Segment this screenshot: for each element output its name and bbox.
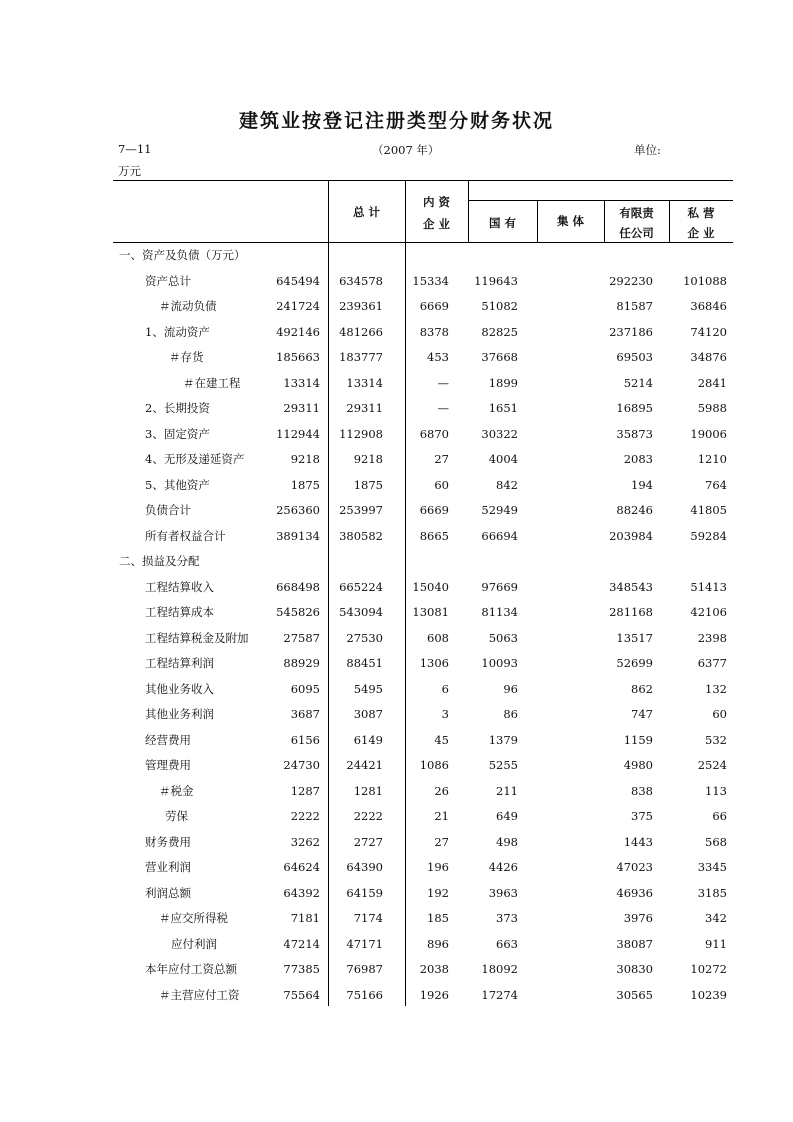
table-row: [113, 498, 733, 524]
header-collective: 集 体: [556, 214, 584, 228]
table-body: [113, 243, 733, 1008]
cell-value: 6156: [290, 732, 320, 747]
cell-value: 5063: [488, 630, 518, 645]
cell-value: 75564: [283, 987, 320, 1002]
cell-value: 27: [434, 452, 449, 466]
cell-value: 59284: [690, 528, 727, 543]
cell-value: 4980: [623, 758, 653, 772]
cell-value: 60: [712, 707, 727, 721]
row-label: 资产总计: [145, 273, 191, 288]
cell-value: 27: [434, 834, 449, 849]
page-title: 建筑业按登记注册类型分财务状况: [238, 110, 554, 132]
cell-value: 241724: [276, 299, 320, 313]
row-label: ＃主营应付工资: [159, 987, 240, 1002]
cell-value: 46936: [616, 885, 653, 900]
row-label: 3、固定资产: [145, 426, 210, 441]
table-row: [113, 243, 733, 269]
table-row: [113, 677, 733, 703]
cell-value: 16895: [616, 401, 653, 415]
cell-value: 203984: [609, 528, 653, 543]
cell-value: 2524: [697, 758, 727, 772]
table-row: [113, 957, 733, 983]
cell-value: 15334: [412, 273, 449, 288]
table-row: [113, 932, 733, 958]
cell-value: 7181: [290, 911, 320, 925]
cell-value: 3: [441, 707, 449, 721]
cell-value: 24730: [283, 758, 320, 772]
row-label: 营业利润: [145, 860, 191, 874]
cell-value: 45: [434, 732, 449, 747]
cell-value: 2222: [290, 809, 320, 823]
cell-value: 18092: [481, 962, 518, 976]
table-row: [113, 855, 733, 881]
cell-value: 3185: [697, 885, 727, 900]
cell-value: 7174: [353, 911, 383, 925]
table-row: [113, 269, 733, 295]
cell-value: 1379: [488, 732, 518, 747]
table-row: [113, 294, 733, 320]
cell-value: 81587: [616, 299, 653, 313]
cell-value: 36846: [690, 299, 727, 313]
cell-value: 185663: [276, 350, 320, 364]
cell-value: 52949: [481, 503, 518, 517]
cell-value: 96: [503, 681, 518, 696]
cell-value: 8378: [419, 324, 449, 339]
cell-value: 112908: [339, 426, 383, 441]
table-row: [113, 600, 733, 626]
cell-value: 1926: [419, 987, 449, 1002]
cell-value: 77385: [283, 962, 320, 976]
cell-value: 119643: [474, 273, 518, 288]
table-row: [113, 447, 733, 473]
header-domestic-line1: 内 资: [422, 195, 450, 209]
cell-value: 292230: [609, 273, 653, 288]
cell-value: 41805: [690, 503, 727, 517]
cell-value: 30322: [481, 426, 518, 441]
cell-value: 51413: [690, 579, 727, 594]
cell-value: 88246: [616, 503, 653, 517]
cell-value: 52699: [616, 656, 653, 670]
cell-value: 896: [427, 936, 449, 951]
table-number: 7—11: [118, 142, 152, 156]
cell-value: 97669: [481, 579, 518, 594]
header-sub-rule: [468, 200, 733, 201]
row-label: 工程结算收入: [145, 579, 214, 594]
table-row: [113, 371, 733, 397]
cell-value: 492146: [276, 324, 320, 339]
cell-value: 568: [705, 834, 727, 849]
row-label: 工程结算利润: [145, 656, 214, 670]
table-row: [113, 881, 733, 907]
cell-value: 13081: [412, 605, 449, 619]
row-label: ＃在建工程: [183, 375, 241, 390]
cell-value: 453: [427, 350, 449, 364]
cell-value: 82825: [481, 324, 518, 339]
cell-value: 13314: [283, 375, 320, 390]
cell-value: 498: [496, 834, 518, 849]
cell-value: 2222: [353, 809, 383, 823]
cell-value: 2038: [419, 962, 449, 976]
cell-value: 4004: [488, 452, 518, 466]
table-row: [113, 396, 733, 422]
row-label: 4、无形及递延资产: [145, 452, 245, 466]
cell-value: 2083: [623, 452, 653, 466]
cell-value: 34876: [690, 350, 727, 364]
cell-value: 9218: [353, 452, 383, 466]
table-row: [113, 320, 733, 346]
cell-value: 4426: [488, 860, 518, 874]
cell-value: 3345: [697, 860, 727, 874]
cell-value: 1287: [290, 783, 320, 798]
cell-value: —: [437, 375, 449, 390]
cell-value: 66: [712, 809, 727, 823]
cell-value: 6095: [290, 681, 320, 696]
cell-value: 1875: [290, 477, 320, 492]
table-row: [113, 524, 733, 550]
table-row: [113, 626, 733, 652]
cell-value: 380582: [339, 528, 383, 543]
cell-value: 5988: [697, 401, 727, 415]
row-label: 所有者权益合计: [145, 528, 226, 543]
table-row: [113, 473, 733, 499]
cell-value: 2841: [697, 375, 727, 390]
cell-value: 375: [631, 809, 653, 823]
cell-value: 3963: [488, 885, 518, 900]
cell-value: 51082: [481, 299, 518, 313]
cell-value: 74120: [690, 324, 727, 339]
cell-value: 113: [705, 783, 727, 798]
cell-value: 1159: [623, 732, 653, 747]
row-label: ＃存货: [169, 350, 204, 364]
cell-value: 5495: [353, 681, 383, 696]
cell-value: 30565: [616, 987, 653, 1002]
cell-value: 1210: [697, 452, 727, 466]
table-row: [113, 804, 733, 830]
cell-value: 2398: [697, 630, 727, 645]
cell-value: 911: [705, 936, 727, 951]
cell-value: 88451: [346, 656, 383, 670]
row-label: 应付利润: [171, 936, 217, 951]
header-llc-line1: 有限责: [619, 206, 654, 220]
row-label: 负债合计: [145, 503, 191, 517]
cell-value: 532: [705, 732, 727, 747]
cell-value: 6669: [419, 299, 449, 313]
header-private-line2: 企 业: [687, 226, 715, 240]
cell-value: 6870: [419, 426, 449, 441]
cell-value: 543094: [339, 605, 383, 619]
row-label: ＃流动负债: [159, 299, 217, 313]
cell-value: 1875: [353, 477, 383, 492]
cell-value: 747: [631, 707, 653, 721]
table-row: [113, 702, 733, 728]
cell-value: 81134: [481, 605, 518, 619]
cell-value: 256360: [276, 503, 320, 517]
cell-value: 10093: [481, 656, 518, 670]
cell-value: 75166: [346, 987, 383, 1002]
cell-value: 1443: [623, 834, 653, 849]
row-label: 财务费用: [145, 834, 191, 849]
cell-value: 862: [631, 681, 653, 696]
cell-value: 17274: [481, 987, 518, 1002]
unit-label: 单位:: [634, 143, 661, 157]
row-label: 工程结算税金及附加: [145, 630, 249, 645]
header-state: 国 有: [488, 216, 516, 230]
row-label: 管理费用: [145, 758, 191, 772]
cell-value: 373: [496, 911, 518, 925]
cell-value: 1306: [419, 656, 449, 670]
cell-value: 37668: [481, 350, 518, 364]
cell-value: 649: [496, 809, 518, 823]
cell-value: 47023: [616, 860, 653, 874]
cell-value: 42106: [690, 605, 727, 619]
cell-value: 27587: [283, 630, 320, 645]
cell-value: 6: [441, 681, 449, 696]
cell-value: 10272: [690, 962, 727, 976]
cell-value: 19006: [690, 426, 727, 441]
cell-value: 13517: [616, 630, 653, 645]
cell-value: 608: [427, 630, 449, 645]
cell-value: 545826: [276, 605, 320, 619]
cell-value: 3087: [353, 707, 383, 721]
cell-value: —: [437, 401, 449, 415]
cell-value: 183777: [339, 350, 383, 364]
cell-value: 663: [496, 936, 518, 951]
cell-value: 192: [427, 885, 449, 900]
row-label: 利润总额: [145, 885, 191, 900]
cell-value: 101088: [683, 273, 727, 288]
unit-value: 万元: [118, 164, 141, 178]
cell-value: 348543: [609, 579, 653, 594]
header-total: 总 计: [352, 205, 380, 219]
year-label: （2007 年）: [372, 143, 440, 157]
cell-value: 665224: [339, 579, 383, 594]
cell-value: 47214: [283, 936, 320, 951]
cell-value: 112944: [276, 426, 320, 441]
cell-value: 64392: [283, 885, 320, 900]
cell-value: 5255: [488, 758, 518, 772]
cell-value: 60: [434, 477, 449, 492]
table-row: [113, 779, 733, 805]
cell-value: 66694: [481, 528, 518, 543]
row-label: 本年应付工资总额: [145, 962, 237, 976]
cell-value: 5214: [623, 375, 653, 390]
cell-value: 10239: [690, 987, 727, 1002]
row-label: 5、其他资产: [145, 477, 210, 492]
table-row: [113, 906, 733, 932]
cell-value: 196: [427, 860, 449, 874]
row-label: ＃税金: [159, 783, 194, 798]
row-label: 经营费用: [145, 732, 191, 747]
row-label: 工程结算成本: [145, 605, 214, 619]
row-label: 其他业务收入: [145, 681, 214, 696]
cell-value: 389134: [276, 528, 320, 543]
column-divider: [468, 180, 469, 242]
cell-value: 24421: [346, 758, 383, 772]
cell-value: 132: [705, 681, 727, 696]
cell-value: 76987: [346, 962, 383, 976]
cell-value: 1651: [488, 401, 518, 415]
cell-value: 86: [503, 707, 518, 721]
row-label: ＃应交所得税: [159, 911, 228, 925]
header-private-line1: 私 营: [687, 206, 715, 220]
cell-value: 342: [705, 911, 727, 925]
row-label: 一、资产及负债（万元）: [119, 248, 246, 262]
cell-value: 69503: [616, 350, 653, 364]
cell-value: 838: [631, 783, 653, 798]
row-label: 二、损益及分配: [119, 554, 200, 568]
cell-value: 3687: [290, 707, 320, 721]
cell-value: 211: [496, 783, 518, 798]
cell-value: 481266: [339, 324, 383, 339]
cell-value: 27530: [346, 630, 383, 645]
cell-value: 21: [434, 809, 449, 823]
table-row: [113, 549, 733, 575]
cell-value: 13314: [346, 375, 383, 390]
cell-value: 281168: [609, 605, 653, 619]
row-label: 劳保: [165, 809, 188, 823]
cell-value: 1281: [353, 783, 383, 798]
table-row: [113, 345, 733, 371]
cell-value: 38087: [616, 936, 653, 951]
table-row: [113, 753, 733, 779]
cell-value: 1899: [488, 375, 518, 390]
cell-value: 645494: [276, 273, 320, 288]
row-label: 2、长期投资: [145, 401, 210, 415]
cell-value: 29311: [283, 401, 320, 415]
cell-value: 64159: [346, 885, 383, 900]
cell-value: 88929: [283, 656, 320, 670]
cell-value: 6669: [419, 503, 449, 517]
row-label: 1、流动资产: [145, 324, 210, 339]
table-row: [113, 728, 733, 754]
header-llc-line2: 任公司: [619, 226, 654, 240]
cell-value: 3262: [290, 834, 320, 849]
cell-value: 1086: [419, 758, 449, 772]
cell-value: 634578: [339, 273, 383, 288]
cell-value: 6149: [353, 732, 383, 747]
cell-value: 15040: [412, 579, 449, 594]
header-domestic-line2: 企 业: [422, 217, 450, 231]
cell-value: 185: [427, 911, 449, 925]
cell-value: 9218: [290, 452, 320, 466]
row-label: 其他业务利润: [145, 707, 214, 721]
cell-value: 239361: [339, 299, 383, 313]
table-top-rule: [113, 180, 733, 181]
cell-value: 2727: [353, 834, 383, 849]
cell-value: 6377: [697, 656, 727, 670]
cell-value: 64624: [283, 860, 320, 874]
cell-value: 253997: [339, 503, 383, 517]
cell-value: 8665: [419, 528, 449, 543]
table-row: [113, 575, 733, 601]
table-row: [113, 651, 733, 677]
cell-value: 29311: [346, 401, 383, 415]
cell-value: 30830: [616, 962, 653, 976]
cell-value: 237186: [609, 324, 653, 339]
table-row: [113, 830, 733, 856]
cell-value: 764: [705, 477, 727, 492]
table-row: [113, 422, 733, 448]
cell-value: 842: [496, 477, 518, 492]
cell-value: 26: [434, 783, 449, 798]
cell-value: 194: [631, 477, 653, 492]
cell-value: 47171: [346, 936, 383, 951]
cell-value: 668498: [276, 579, 320, 594]
cell-value: 64390: [346, 860, 383, 874]
cell-value: 3976: [623, 911, 653, 925]
cell-value: 35873: [616, 426, 653, 441]
table-row: [113, 983, 733, 1009]
